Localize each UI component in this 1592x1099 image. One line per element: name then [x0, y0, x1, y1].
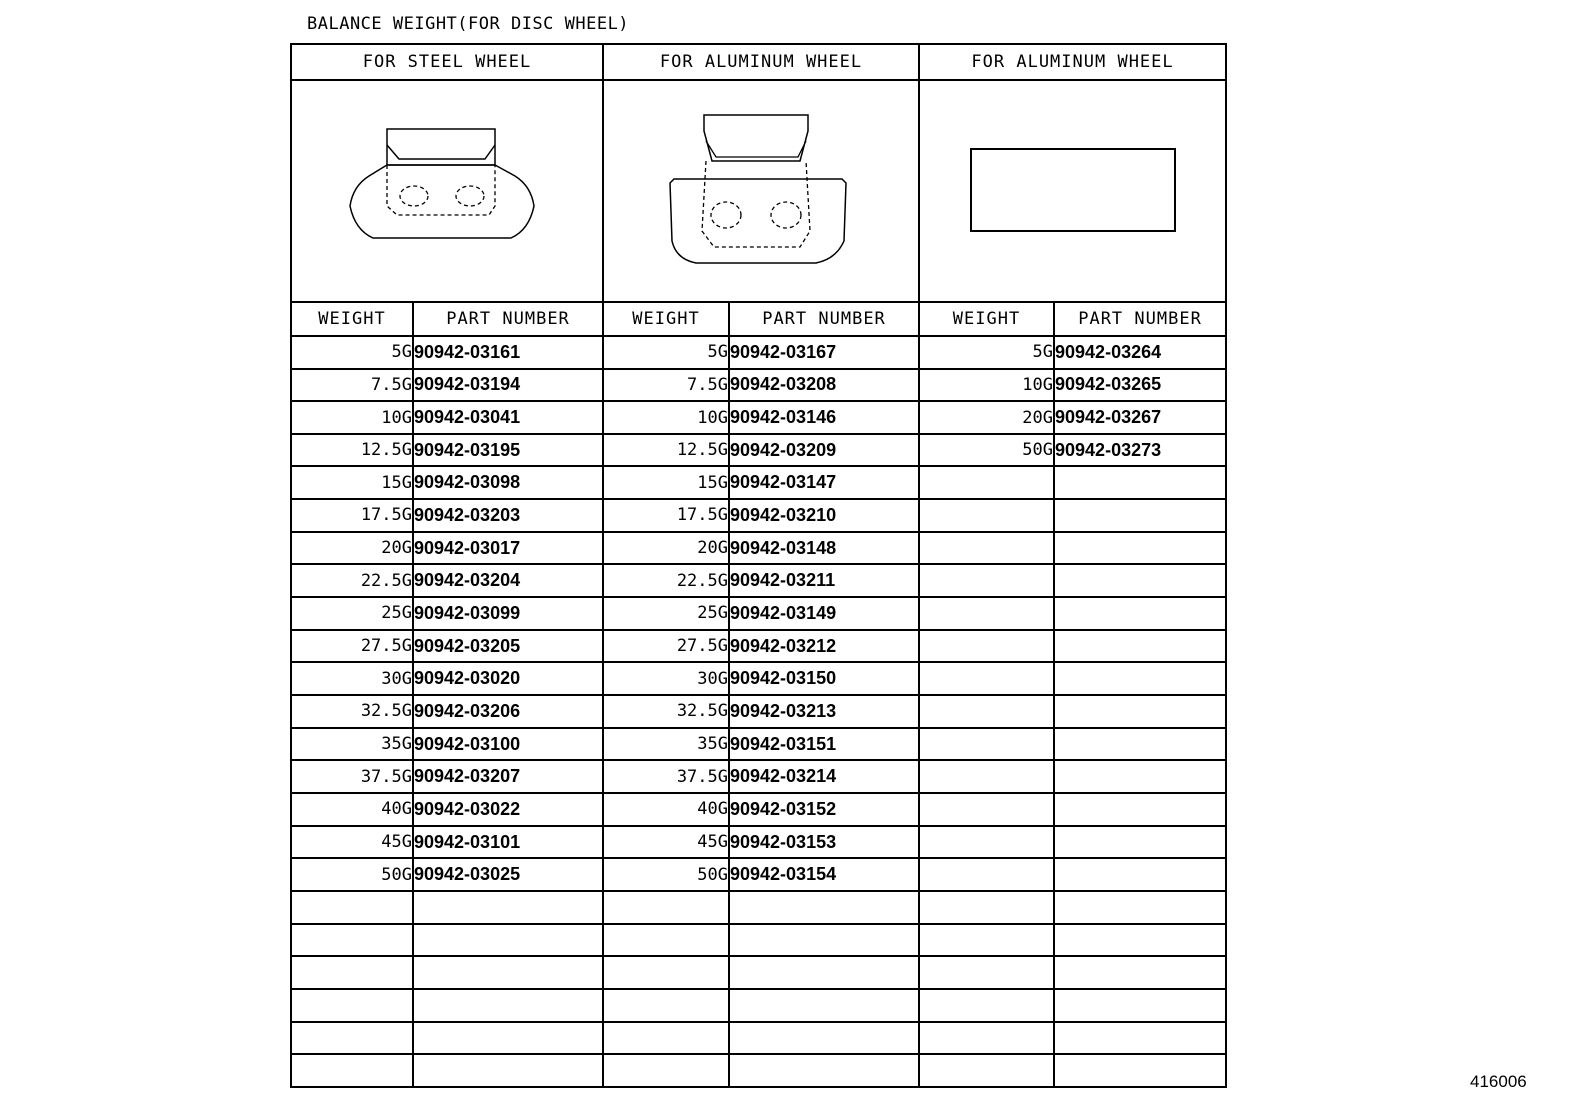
part-number-cell: 90942-03265	[1054, 369, 1226, 402]
weight-cell: 40G	[291, 793, 413, 826]
weight-cell	[919, 695, 1054, 728]
table-row	[291, 924, 1226, 957]
weight-cell	[919, 858, 1054, 891]
weight-cell: 20G	[919, 401, 1054, 434]
weight-header: WEIGHT	[291, 302, 413, 336]
part-number-cell: 90942-03195	[413, 434, 603, 467]
part-number-cell: 90942-03020	[413, 662, 603, 695]
weight-cell: 45G	[603, 826, 729, 859]
weight-cell	[919, 466, 1054, 499]
part-number-cell	[729, 1054, 919, 1087]
part-number-cell	[1054, 695, 1226, 728]
balance-weight-table	[290, 43, 1227, 1088]
table-row	[291, 1054, 1226, 1087]
part-number-cell: 90942-03211	[729, 564, 919, 597]
part-number-cell	[1054, 728, 1226, 761]
part-number-cell: 90942-03101	[413, 826, 603, 859]
table-row	[291, 858, 1226, 891]
weight-cell	[603, 1022, 729, 1055]
weight-cell	[919, 793, 1054, 826]
table-row	[291, 891, 1226, 924]
weight-cell: 25G	[603, 597, 729, 630]
table-row	[291, 728, 1226, 761]
part-number-cell	[1054, 826, 1226, 859]
weight-cell: 17.5G	[603, 499, 729, 532]
part-number-cell	[1054, 1022, 1226, 1055]
part-number-cell	[1054, 662, 1226, 695]
table-row	[291, 826, 1226, 859]
weight-cell	[291, 924, 413, 957]
part-number-cell: 90942-03150	[729, 662, 919, 695]
table-row	[291, 336, 1226, 369]
part-number-cell: 90942-03205	[413, 630, 603, 663]
weight-cell: 35G	[291, 728, 413, 761]
weight-header: WEIGHT	[603, 302, 729, 336]
weight-cell: 17.5G	[291, 499, 413, 532]
weight-cell	[919, 1054, 1054, 1087]
part-number-cell	[1054, 630, 1226, 663]
diagram-id: 416006	[1470, 1072, 1527, 1091]
illustration-row	[291, 80, 1226, 302]
weight-cell: 20G	[291, 532, 413, 565]
weight-cell	[291, 956, 413, 989]
column-header-row	[291, 302, 1226, 336]
table-row	[291, 466, 1226, 499]
weight-cell: 40G	[603, 793, 729, 826]
part-number-cell	[729, 1022, 919, 1055]
weight-cell: 27.5G	[291, 630, 413, 663]
table-row	[291, 369, 1226, 402]
weight-cell: 25G	[291, 597, 413, 630]
table-row	[291, 793, 1226, 826]
weight-cell: 15G	[603, 466, 729, 499]
part-number-header: PART NUMBER	[413, 302, 603, 336]
weight-cell: 30G	[291, 662, 413, 695]
part-number-cell: 90942-03203	[413, 499, 603, 532]
weight-cell: 15G	[291, 466, 413, 499]
weight-cell: 22.5G	[291, 564, 413, 597]
part-number-cell	[413, 1022, 603, 1055]
weight-cell: 5G	[291, 336, 413, 369]
part-number-cell: 90942-03210	[729, 499, 919, 532]
table-row	[291, 564, 1226, 597]
weight-cell	[603, 956, 729, 989]
weight-cell	[291, 1054, 413, 1087]
part-number-cell	[1054, 793, 1226, 826]
part-number-cell: 90942-03208	[729, 369, 919, 402]
weight-cell	[603, 1054, 729, 1087]
weight-cell	[919, 597, 1054, 630]
part-number-cell: 90942-03022	[413, 793, 603, 826]
table-row	[291, 1022, 1226, 1055]
part-number-cell: 90942-03100	[413, 728, 603, 761]
weight-cell: 30G	[603, 662, 729, 695]
part-number-cell: 90942-03267	[1054, 401, 1226, 434]
weight-cell: 20G	[603, 532, 729, 565]
part-number-cell	[1054, 597, 1226, 630]
part-number-cell: 90942-03025	[413, 858, 603, 891]
table-row	[291, 401, 1226, 434]
weight-cell	[919, 760, 1054, 793]
part-number-cell	[729, 891, 919, 924]
part-number-cell	[1054, 760, 1226, 793]
weight-cell: 5G	[603, 336, 729, 369]
part-number-cell: 90942-03147	[729, 466, 919, 499]
table-row	[291, 662, 1226, 695]
weight-cell: 27.5G	[603, 630, 729, 663]
weight-cell: 50G	[291, 858, 413, 891]
part-number-cell: 90942-03207	[413, 760, 603, 793]
weight-cell: 37.5G	[291, 760, 413, 793]
weight-cell	[603, 891, 729, 924]
part-number-cell: 90942-03153	[729, 826, 919, 859]
weight-cell	[919, 1022, 1054, 1055]
table-row	[291, 956, 1226, 989]
part-number-cell: 90942-03146	[729, 401, 919, 434]
weight-cell: 37.5G	[603, 760, 729, 793]
weight-cell: 7.5G	[603, 369, 729, 402]
page-title: BALANCE WEIGHT(FOR DISC WHEEL)	[307, 14, 630, 34]
part-number-cell: 90942-03152	[729, 793, 919, 826]
part-number-cell: 90942-03151	[729, 728, 919, 761]
weight-cell	[919, 532, 1054, 565]
part-number-cell	[1054, 564, 1226, 597]
part-number-cell	[1054, 891, 1226, 924]
steel-illustration-cell	[291, 80, 603, 302]
weight-cell: 50G	[919, 434, 1054, 467]
part-number-cell: 90942-03149	[729, 597, 919, 630]
part-number-cell	[1054, 924, 1226, 957]
part-number-cell	[1054, 858, 1226, 891]
weight-cell: 32.5G	[603, 695, 729, 728]
adhesive-illustration-cell	[919, 80, 1226, 302]
section-header-aluminum: FOR ALUMINUM WHEEL	[603, 44, 919, 80]
part-number-header: PART NUMBER	[729, 302, 919, 336]
aluminum-illustration-cell	[603, 80, 919, 302]
part-number-cell: 90942-03212	[729, 630, 919, 663]
part-number-cell: 90942-03041	[413, 401, 603, 434]
table-row	[291, 630, 1226, 663]
part-number-cell	[413, 956, 603, 989]
table-row	[291, 989, 1226, 1022]
weight-cell	[919, 891, 1054, 924]
part-number-cell: 90942-03204	[413, 564, 603, 597]
part-number-cell	[1054, 532, 1226, 565]
adhesive-weight-icon	[963, 141, 1183, 241]
part-number-cell: 90942-03206	[413, 695, 603, 728]
part-number-cell: 90942-03209	[729, 434, 919, 467]
table-row	[291, 499, 1226, 532]
table-row	[291, 597, 1226, 630]
weight-cell: 7.5G	[291, 369, 413, 402]
part-number-cell	[413, 989, 603, 1022]
weight-cell: 10G	[919, 369, 1054, 402]
weight-cell	[919, 564, 1054, 597]
part-number-cell: 90942-03194	[413, 369, 603, 402]
weight-cell: 5G	[919, 336, 1054, 369]
part-number-cell: 90942-03161	[413, 336, 603, 369]
steel-clip-weight-icon	[347, 126, 547, 256]
weight-cell	[603, 989, 729, 1022]
weight-cell	[919, 662, 1054, 695]
weight-cell	[919, 956, 1054, 989]
part-number-cell: 90942-03099	[413, 597, 603, 630]
weight-cell: 35G	[603, 728, 729, 761]
part-number-cell	[729, 956, 919, 989]
weight-cell: 12.5G	[291, 434, 413, 467]
weight-cell	[291, 891, 413, 924]
weight-cell	[919, 924, 1054, 957]
part-number-cell	[729, 989, 919, 1022]
weight-cell	[919, 499, 1054, 532]
weight-cell	[919, 728, 1054, 761]
part-number-cell: 90942-03264	[1054, 336, 1226, 369]
part-number-cell	[1054, 499, 1226, 532]
part-number-cell: 90942-03017	[413, 532, 603, 565]
part-number-cell	[413, 1054, 603, 1087]
section-header-aluminum-adhesive: FOR ALUMINUM WHEEL	[919, 44, 1226, 80]
table-row	[291, 532, 1226, 565]
weight-cell: 12.5G	[603, 434, 729, 467]
part-number-cell	[1054, 989, 1226, 1022]
weight-cell	[919, 989, 1054, 1022]
part-number-cell	[1054, 466, 1226, 499]
weight-cell: 32.5G	[291, 695, 413, 728]
weight-cell: 45G	[291, 826, 413, 859]
table-row	[291, 760, 1226, 793]
part-number-cell	[729, 924, 919, 957]
weight-header: WEIGHT	[919, 302, 1054, 336]
part-number-cell: 90942-03148	[729, 532, 919, 565]
part-number-header: PART NUMBER	[1054, 302, 1226, 336]
weight-cell: 10G	[291, 401, 413, 434]
part-number-cell: 90942-03098	[413, 466, 603, 499]
weight-cell: 22.5G	[603, 564, 729, 597]
part-number-cell: 90942-03214	[729, 760, 919, 793]
part-number-cell	[413, 924, 603, 957]
part-number-cell: 90942-03167	[729, 336, 919, 369]
section-header-steel: FOR STEEL WHEEL	[291, 44, 603, 80]
weight-cell	[291, 1022, 413, 1055]
table-row	[291, 434, 1226, 467]
section-header-row	[291, 44, 1226, 80]
weight-cell	[919, 826, 1054, 859]
part-number-cell: 90942-03273	[1054, 434, 1226, 467]
part-number-cell	[413, 891, 603, 924]
part-number-cell: 90942-03154	[729, 858, 919, 891]
part-number-cell: 90942-03213	[729, 695, 919, 728]
part-number-cell	[1054, 956, 1226, 989]
weight-cell: 50G	[603, 858, 729, 891]
weight-cell	[919, 630, 1054, 663]
weight-cell: 10G	[603, 401, 729, 434]
weight-cell	[603, 924, 729, 957]
part-number-cell	[1054, 1054, 1226, 1087]
weight-cell	[291, 989, 413, 1022]
table-row	[291, 695, 1226, 728]
aluminum-clip-weight-icon	[666, 111, 856, 271]
